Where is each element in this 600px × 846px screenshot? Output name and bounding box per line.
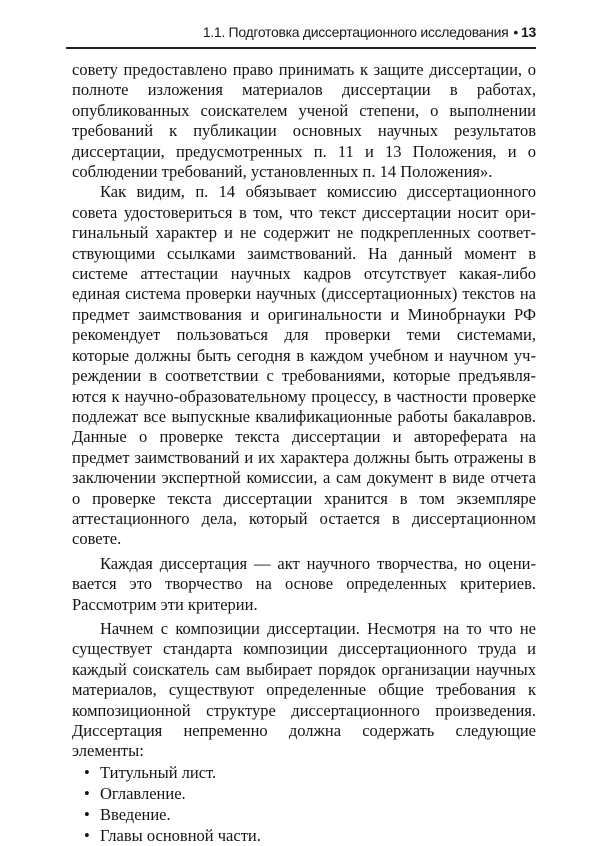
bullet-icon: •: [84, 762, 90, 782]
header-title: 1.1. Подготовка диссертационного исследования: [202, 24, 509, 40]
bullet-icon: •: [84, 825, 90, 845]
bullet-icon: •: [84, 783, 90, 803]
list-item: [84, 762, 536, 783]
paragraph-2: Как видим, п. 14 обязывает комиссию диссертационного совета удостовериться в том, что текст диссертации носит оригинальный характер и не содержит не подкрепленных соответствующими ссылками заимствований. На данный момент в системе аттестации научных кадров отсутствует какая-либо единая система проверки научных (диссертационных) текстов на предмет заимствования и оригинальности и Минобрнауки РФ рекомендует пользоваться для проверки теми системами, которые должны быть сегодня в каждом учебном и научном учреждении в соответствии с требованиями, которые предъявляются к научно-образовательному процессу, в частности проверке подлежат все выпускные квалификационные работы бакалавров. Данные о проверке текста диссертации и автореферата на предмет заимствований и их характера должны быть отражены в заключении экспертной комиссии, а сам документ в виде отчета о проверке текста диссертации хранится в том экземпляре аттестационного дела, который остается в диссертационном совете.: [72, 182, 536, 549]
paragraph-3: Каждая диссертация — акт научного творчества, но оценивается это творчество на основе определенных критериев. Рассмотрим эти критерии.: [72, 553, 536, 614]
header-separator: •: [513, 24, 519, 40]
bullet-icon: •: [84, 804, 90, 824]
header-rule: [66, 47, 536, 49]
list-item-text: Титульный лист.: [100, 762, 217, 782]
elements-list: [72, 762, 536, 846]
page-body: [72, 60, 536, 846]
list-item: [84, 825, 536, 846]
list-item: [84, 804, 536, 825]
list-item-text: Главы основной части.: [100, 825, 261, 845]
list-item-text: Введение.: [100, 804, 171, 824]
paragraph-4: Начнем с композиции диссертации. Несмотря на то что не существует стандарта композиции диссертационного труда и каждый соискатель сам выбирает порядок организации научных материалов, существуют определенные общие требования к композиционной структуре диссертационного произведения. Диссертация непременно должна содержать следующие элементы:: [72, 618, 536, 761]
list-item: [84, 783, 536, 804]
paragraph-1: совету предоставлено право принимать к защите диссертации, о полноте изложения материалов диссертации в работах, опубликованных соискателем ученой степени, о выполнении требований к публикации основных научных результатов диссертации, предусмотренных п. 11 и 13 Положения, и о соблюдении требований, установленных п. 14 Положения».: [72, 60, 536, 182]
running-header: [72, 24, 536, 46]
page-number: 13: [521, 24, 536, 40]
list-item-text: Оглавление.: [100, 783, 186, 803]
